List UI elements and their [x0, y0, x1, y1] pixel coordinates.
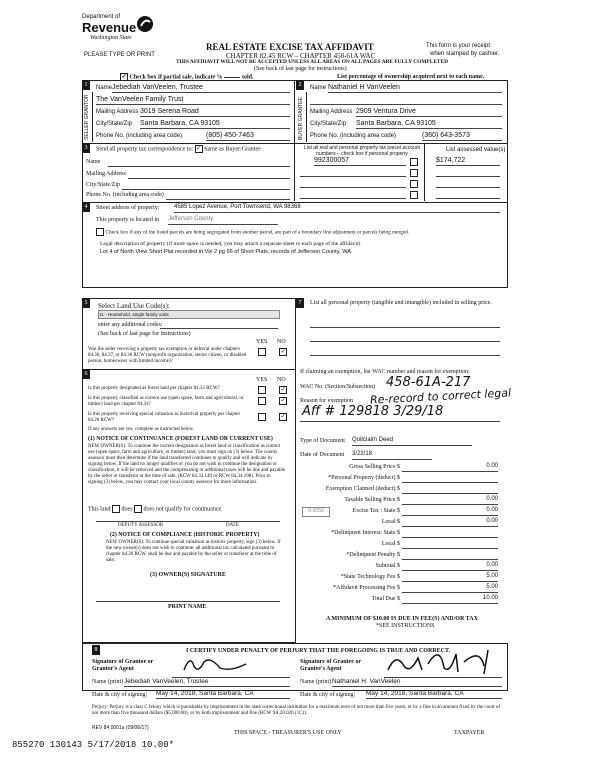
- does-checkbox[interactable]: [112, 505, 120, 513]
- personal-property-checkbox-3[interactable]: [410, 180, 418, 188]
- tax-row: *Personal Property (deduct) $: [300, 473, 510, 484]
- street-address[interactable]: 4585 Lopez Avenue, Port Townsend, WA 98368: [174, 204, 500, 213]
- tax-value[interactable]: 5.00: [402, 584, 498, 593]
- s5-q1: Was the seller receiving a property tax exemption or deferral under chapters 84.36, 84.37, or 84.38 RCW (nonprofit organization, senior citizen, or disabled person, homeowner with limited income)?: [88, 347, 247, 364]
- reason-text[interactable]: Re-record to correct legal: [369, 386, 512, 407]
- buyer-side-label: BUYER GRANTEE: [296, 92, 307, 142]
- tax-row: *Affidavit Processing Fee $ 5.00: [332, 584, 498, 591]
- certify-statement: I CERTIFY UNDER PENALTY OF PERJURY THAT THE FOREGOING IS TRUE AND CORRECT.: [186, 648, 451, 654]
- receipt-note2: when stamped by cashier.: [430, 51, 500, 57]
- reason-line[interactable]: [300, 420, 500, 422]
- dept-line3: Washington State: [90, 35, 132, 41]
- corr-city[interactable]: [122, 181, 290, 190]
- s6-q1-no[interactable]: ✓: [280, 387, 286, 393]
- tax-row: *Delinquent Penalty $: [300, 550, 510, 561]
- see-instructions: *SEE INSTRUCTIONS: [376, 623, 435, 629]
- s6-yes: YES: [256, 377, 268, 383]
- tax-value[interactable]: [402, 529, 498, 538]
- parcel-number[interactable]: 992300057: [314, 157, 406, 166]
- seller-city[interactable]: Santa Barbara, CA 93105: [140, 120, 290, 129]
- deputy-date-label: DATE: [226, 523, 239, 528]
- does-not-checkbox[interactable]: [134, 505, 142, 513]
- parcel-number-3[interactable]: [300, 179, 406, 188]
- print-name-label: PRINT NAME: [168, 604, 207, 610]
- tax-value[interactable]: 10.00: [402, 595, 498, 604]
- grantor-date-label: Date & city of signing:: [92, 692, 148, 698]
- deputy-assessor-line[interactable]: [96, 520, 280, 522]
- seller-side-label: SELLER GRANTOR: [82, 92, 93, 142]
- corr-city-label: City/State/Zip: [86, 182, 120, 188]
- land-use-see-back: (See back of last page for instructions): [98, 331, 191, 337]
- grantor-date[interactable]: May 14, 2018, Santa Barbara, CA: [156, 690, 290, 699]
- s6-q2: Is this property classified as current use (open space, farm and agricultural, or timber) land per chapter 84.34?: [88, 396, 244, 407]
- grantor-sig-label: Signature of Grantor or Grantor's Agent: [92, 659, 154, 672]
- this-land-label: This land: [88, 506, 111, 513]
- grantor-name[interactable]: Jebediah VanVeelen, Trustee: [124, 678, 290, 687]
- personal-property-line-2[interactable]: [310, 340, 500, 342]
- section-4-number: 4: [82, 202, 90, 212]
- s6-q3: Is this property receiving special valuation as historical property per chapter 84.26 RCW?: [88, 412, 241, 423]
- tax-value[interactable]: [402, 485, 498, 494]
- rev-number: REV 84 0001a (09/06/17): [92, 725, 149, 731]
- tax-row: Subtotal $ 0.00: [375, 562, 498, 569]
- tax-row: *Delinquent Interest: State $: [300, 528, 510, 539]
- perjury-notice: Perjury: Perjury is a class C felony which is punishable by imprisonment in the state correctional institution for a maximum term of not more than five years, or by a fine in an amount fixed by the court of not more than five thousand dollars ($5,000.00), or by both imprisonment and fine (RCW 9A.20.020 (1C)).: [92, 705, 501, 716]
- minimum-due: A MINIMUM OF $10.00 IS DUE IN FEE(S) AND/OR TAX: [326, 616, 478, 622]
- notice2-body: NEW OWNER(S): To continue special valuation as historic property, sign (3) below. If the new owner(s) does not wish to continue, all additional tax calculated pursuant to chapter 84.26 RCW, shall be due and payable by the seller or transferor at the time of sale.: [106, 540, 281, 563]
- notice2-title: (2) NOTICE OF COMPLIANCE (HISTORIC PROPERTY): [110, 532, 260, 538]
- additional-codes-label: enter any additional codes:: [98, 322, 163, 328]
- s6-no: NO: [277, 377, 286, 383]
- corr-phone-label: Phone No. (including area code): [86, 192, 164, 198]
- doc-date-label: Date of Document: [300, 452, 345, 458]
- corr-name-label: Name: [86, 159, 101, 165]
- seller-mailing[interactable]: 3019 Serena Road: [140, 108, 290, 117]
- tax-table: [300, 462, 510, 605]
- parcel-number-4[interactable]: [300, 190, 406, 199]
- tax-value[interactable]: 0.00: [402, 518, 498, 527]
- partial-sale-checkbox[interactable]: ✓: [121, 74, 127, 80]
- deputy-assessor-label: DEPUTY ASSESSOR: [118, 523, 164, 528]
- wac-number[interactable]: 458-61A-217: [386, 375, 471, 390]
- form-warning: THIS AFFIDAVIT WILL NOT BE ACCEPTED UNLESS ALL AREAS ON ALL PAGES ARE FULLY COMPLETED: [176, 59, 449, 65]
- does-label: does: [121, 506, 133, 513]
- s6-q2-no[interactable]: ✓: [280, 398, 286, 404]
- does-not-label: does not: [143, 506, 164, 513]
- personal-property-line-1[interactable]: [310, 326, 500, 328]
- assessed-value[interactable]: $174,722: [436, 157, 500, 166]
- taxpayer-label: TAXPAYER: [454, 730, 485, 736]
- receipt-note1: This form is your receipt: [426, 43, 491, 49]
- assessed-value-4[interactable]: [436, 190, 500, 199]
- tax-value[interactable]: 0.00: [402, 562, 498, 571]
- seller-name[interactable]: Jebediah VanVeelen, Trustee: [112, 84, 290, 93]
- type-or-print: PLEASE TYPE OR PRINT: [84, 52, 155, 58]
- doc-type-label: Type of Document: [300, 438, 345, 444]
- send-correspondence: [96, 145, 261, 153]
- s6-if-yes: If any answers are yes, complete as instructed below.: [88, 427, 195, 432]
- seller-name-2[interactable]: The VanVeelen Family Trust: [96, 96, 290, 105]
- grantor-name-label: Name (print): [92, 679, 124, 685]
- personal-property-checkbox-2[interactable]: [410, 169, 418, 177]
- seller-phone-label: Phone No. (including area code): [96, 133, 183, 139]
- owner-signature-line[interactable]: [96, 600, 280, 602]
- additional-codes[interactable]: [160, 320, 278, 329]
- county[interactable]: Jefferson County: [168, 216, 278, 225]
- seller-city-label: City/State/Zip: [96, 121, 133, 127]
- aff-number[interactable]: Aff # 129818 3/29/18: [302, 404, 444, 419]
- s5-q1-yes[interactable]: [258, 348, 266, 356]
- personal-property-checkbox-4[interactable]: [410, 191, 418, 199]
- s6-q1: Is this property designated as forest land per chapter 84.33 RCW?: [88, 386, 220, 391]
- buyer-name[interactable]: Nathaniel H VanVeelen: [328, 84, 502, 93]
- notice1-body: NEW OWNER(S): To continue the current designation as forest land or classification as current use (open space, farm and agriculture, or timber) land, you must sign on (3) below. The county assessor must then determine if the land transferred continues to qualify and will indicate by signing below. If the land no longer qualifies or you do not wish to continue the designation or classification, it will be removed and the compensating or additional taxes will be due and payable by the seller or transferor at the time of sale. (RCW 84.33.140 or RCW 84.34.108). Prior to signing (3) below, you may contact your local county assessor for more information.: [88, 444, 286, 485]
- buyer-name-2[interactable]: [310, 96, 502, 105]
- personal-property-checkbox-1[interactable]: [410, 158, 418, 166]
- form-title: REAL ESTATE EXCISE TAX AFFIDAVIT: [206, 42, 374, 52]
- doc-type[interactable]: Quitclaim Deed: [352, 437, 472, 446]
- buyer-city-label: City/State/Zip: [310, 121, 347, 127]
- assessed-value-2[interactable]: [436, 168, 500, 177]
- tax-row: Local $: [300, 539, 510, 550]
- personal-property-label: List all personal property (tangible and intangible) included in selling price.: [310, 300, 492, 306]
- tax-row: Taxable Selling Price $ 0.00: [344, 496, 498, 503]
- owner-signature-label: (3) OWNER(S) SIGNATURE: [150, 572, 226, 578]
- grantee-date-label: Date & city of signing:: [300, 692, 356, 698]
- section-1-number: 1: [82, 80, 90, 90]
- corr-mailing[interactable]: [128, 170, 290, 179]
- tax-value[interactable]: 0.00: [402, 507, 498, 516]
- segregated-checkbox[interactable]: [96, 228, 104, 236]
- grantee-date[interactable]: May 14, 2018, Santa Barbara, CA: [366, 690, 502, 699]
- wac-label: WAC No. (Section/Subsection): [300, 384, 376, 390]
- grantor-signature[interactable]: [180, 652, 250, 676]
- located-label: This property is located in: [96, 217, 159, 223]
- seller-mailing-label: Mailing Address: [96, 109, 139, 115]
- s5-no: NO: [277, 339, 286, 345]
- tax-value[interactable]: [402, 551, 498, 560]
- grantee-sig-label: Signature of Grantee or Grantee's Agent: [300, 659, 361, 672]
- legal-label: Legal description of property (if more space is needed, you may attach a separate sheet to each page of the affidavit): [100, 241, 361, 247]
- s6-q3-no[interactable]: ✓: [280, 414, 286, 420]
- tax-row: Gross Selling Price $ 0.00: [349, 463, 498, 470]
- tax-value[interactable]: [402, 540, 498, 549]
- tax-row: *State Technology Fee $ 5.00: [340, 573, 498, 580]
- tax-value[interactable]: 0.00: [402, 463, 498, 472]
- qualify-label: qualify for continuance.: [165, 506, 223, 513]
- land-use-select[interactable]: 11 - Household, single family units: [98, 310, 280, 319]
- s6-q3-yes[interactable]: [258, 413, 266, 421]
- buyer-name-label: Name: [310, 85, 327, 91]
- land-use-label: Select Land Use Code(s):: [98, 302, 170, 310]
- ownership-pct-label: List percentage of ownership acquired next to each name.: [337, 74, 485, 80]
- seller-name-label: Name: [96, 85, 113, 91]
- s6-q1-yes[interactable]: [258, 386, 266, 394]
- corr-phone[interactable]: [166, 191, 290, 200]
- treasurer-use: THIS SPACE - TREASURER'S USE ONLY: [234, 730, 342, 736]
- exemption-claim-label: If claiming an exemption, list WAC number and reason for exemption:: [300, 369, 470, 375]
- tax-row: Total Due $ 10.00: [371, 595, 498, 602]
- section-7-number: 7: [296, 298, 304, 308]
- segregated-row: [96, 228, 500, 236]
- dor-logo: [82, 14, 157, 48]
- s5-q1-no[interactable]: ✓: [280, 349, 286, 355]
- section-3-number: 3: [82, 143, 90, 153]
- doc-date[interactable]: 3/22/18: [352, 451, 432, 460]
- sold-label: sold.: [241, 74, 254, 81]
- corr-mailing-label: Mailing Address: [86, 171, 126, 177]
- section-6-number: 6: [82, 369, 90, 379]
- dor-logo-icon: [136, 14, 154, 34]
- assessed-header: List assessed value(s): [446, 147, 506, 153]
- buyer-mailing[interactable]: 2909 Ventura Drive: [356, 108, 502, 117]
- section-8-number: 8: [92, 645, 100, 655]
- buyer-city[interactable]: Santa Barbara, CA 93105: [356, 120, 502, 129]
- tax-value[interactable]: [402, 474, 498, 483]
- same-as-buyer-label: Same as Buyer/Grantee: [204, 146, 261, 153]
- seller-phone[interactable]: (805) 450-7463: [206, 132, 290, 141]
- parcel-number-2[interactable]: [300, 168, 406, 177]
- segregated-label: Check box if any of the listed parcels are being segregated from another parcel, are part of a boundary line adjustment or parcels being merged.: [105, 229, 410, 236]
- s6-q2-yes[interactable]: [258, 397, 266, 405]
- reason-label: Reason for exemption: [300, 398, 353, 404]
- dept-line2: Revenue: [82, 20, 137, 35]
- grantee-name-label: Name (print): [300, 679, 332, 685]
- grantee-signature[interactable]: [384, 644, 502, 676]
- tax-row: 0.0050 Excise Tax : State $ 0.00: [300, 506, 510, 517]
- same-as-buyer-checkbox[interactable]: ✓: [196, 146, 202, 152]
- tax-value[interactable]: 0.00: [402, 496, 498, 505]
- send-correspondence-label: Send all property tax correspondence to:: [96, 146, 194, 153]
- section-2-number: 2: [296, 80, 304, 90]
- assessed-value-3[interactable]: [436, 179, 500, 188]
- grantee-name[interactable]: Nathaniel H. VanVeelen: [332, 678, 502, 687]
- form-see-back: (See back of last page for instructions): [254, 66, 347, 72]
- form-chapter: CHAPTER 82.45 RCW – CHAPTER 458-61A WAC: [226, 52, 376, 60]
- s5-yes: YES: [256, 339, 268, 345]
- corr-name[interactable]: [108, 158, 290, 167]
- partial-sale-label: Check box if partial sale, indicate %: [129, 74, 223, 81]
- buyer-mailing-label: Mailing Address: [310, 109, 353, 115]
- street-label: Street address of property:: [96, 205, 160, 211]
- notice1-title: (1) NOTICE OF CONTINUANCE (FOREST LAND OR CURRENT USE): [88, 436, 273, 442]
- cashier-stamp: 855270 130143 5/17/2018 10.00*: [12, 740, 175, 750]
- dept-line1: Department of: [82, 14, 121, 20]
- tax-row: Local $ 0.00: [381, 518, 498, 525]
- personal-property-line-3[interactable]: [310, 354, 500, 356]
- tax-value[interactable]: 5.00: [402, 573, 498, 582]
- this-land-row: [88, 505, 223, 513]
- tax-rate-box[interactable]: 0.0050: [302, 507, 330, 517]
- legal-description[interactable]: Lot 4 of North View Short Plat recorded in Vol 2 pg 66 of Short Plats, records of Jefferson County, WA: [100, 249, 352, 255]
- parcel-header: List all real and personal property tax parcel account numbers – check box if personal property: [304, 145, 420, 157]
- section-5-number: 5: [82, 298, 90, 308]
- buyer-phone[interactable]: (360) 643-3573: [422, 132, 502, 141]
- buyer-phone-label: Phone No. (including area code): [310, 133, 397, 139]
- tax-row: Exemption Claimed (deduct) $: [300, 484, 510, 495]
